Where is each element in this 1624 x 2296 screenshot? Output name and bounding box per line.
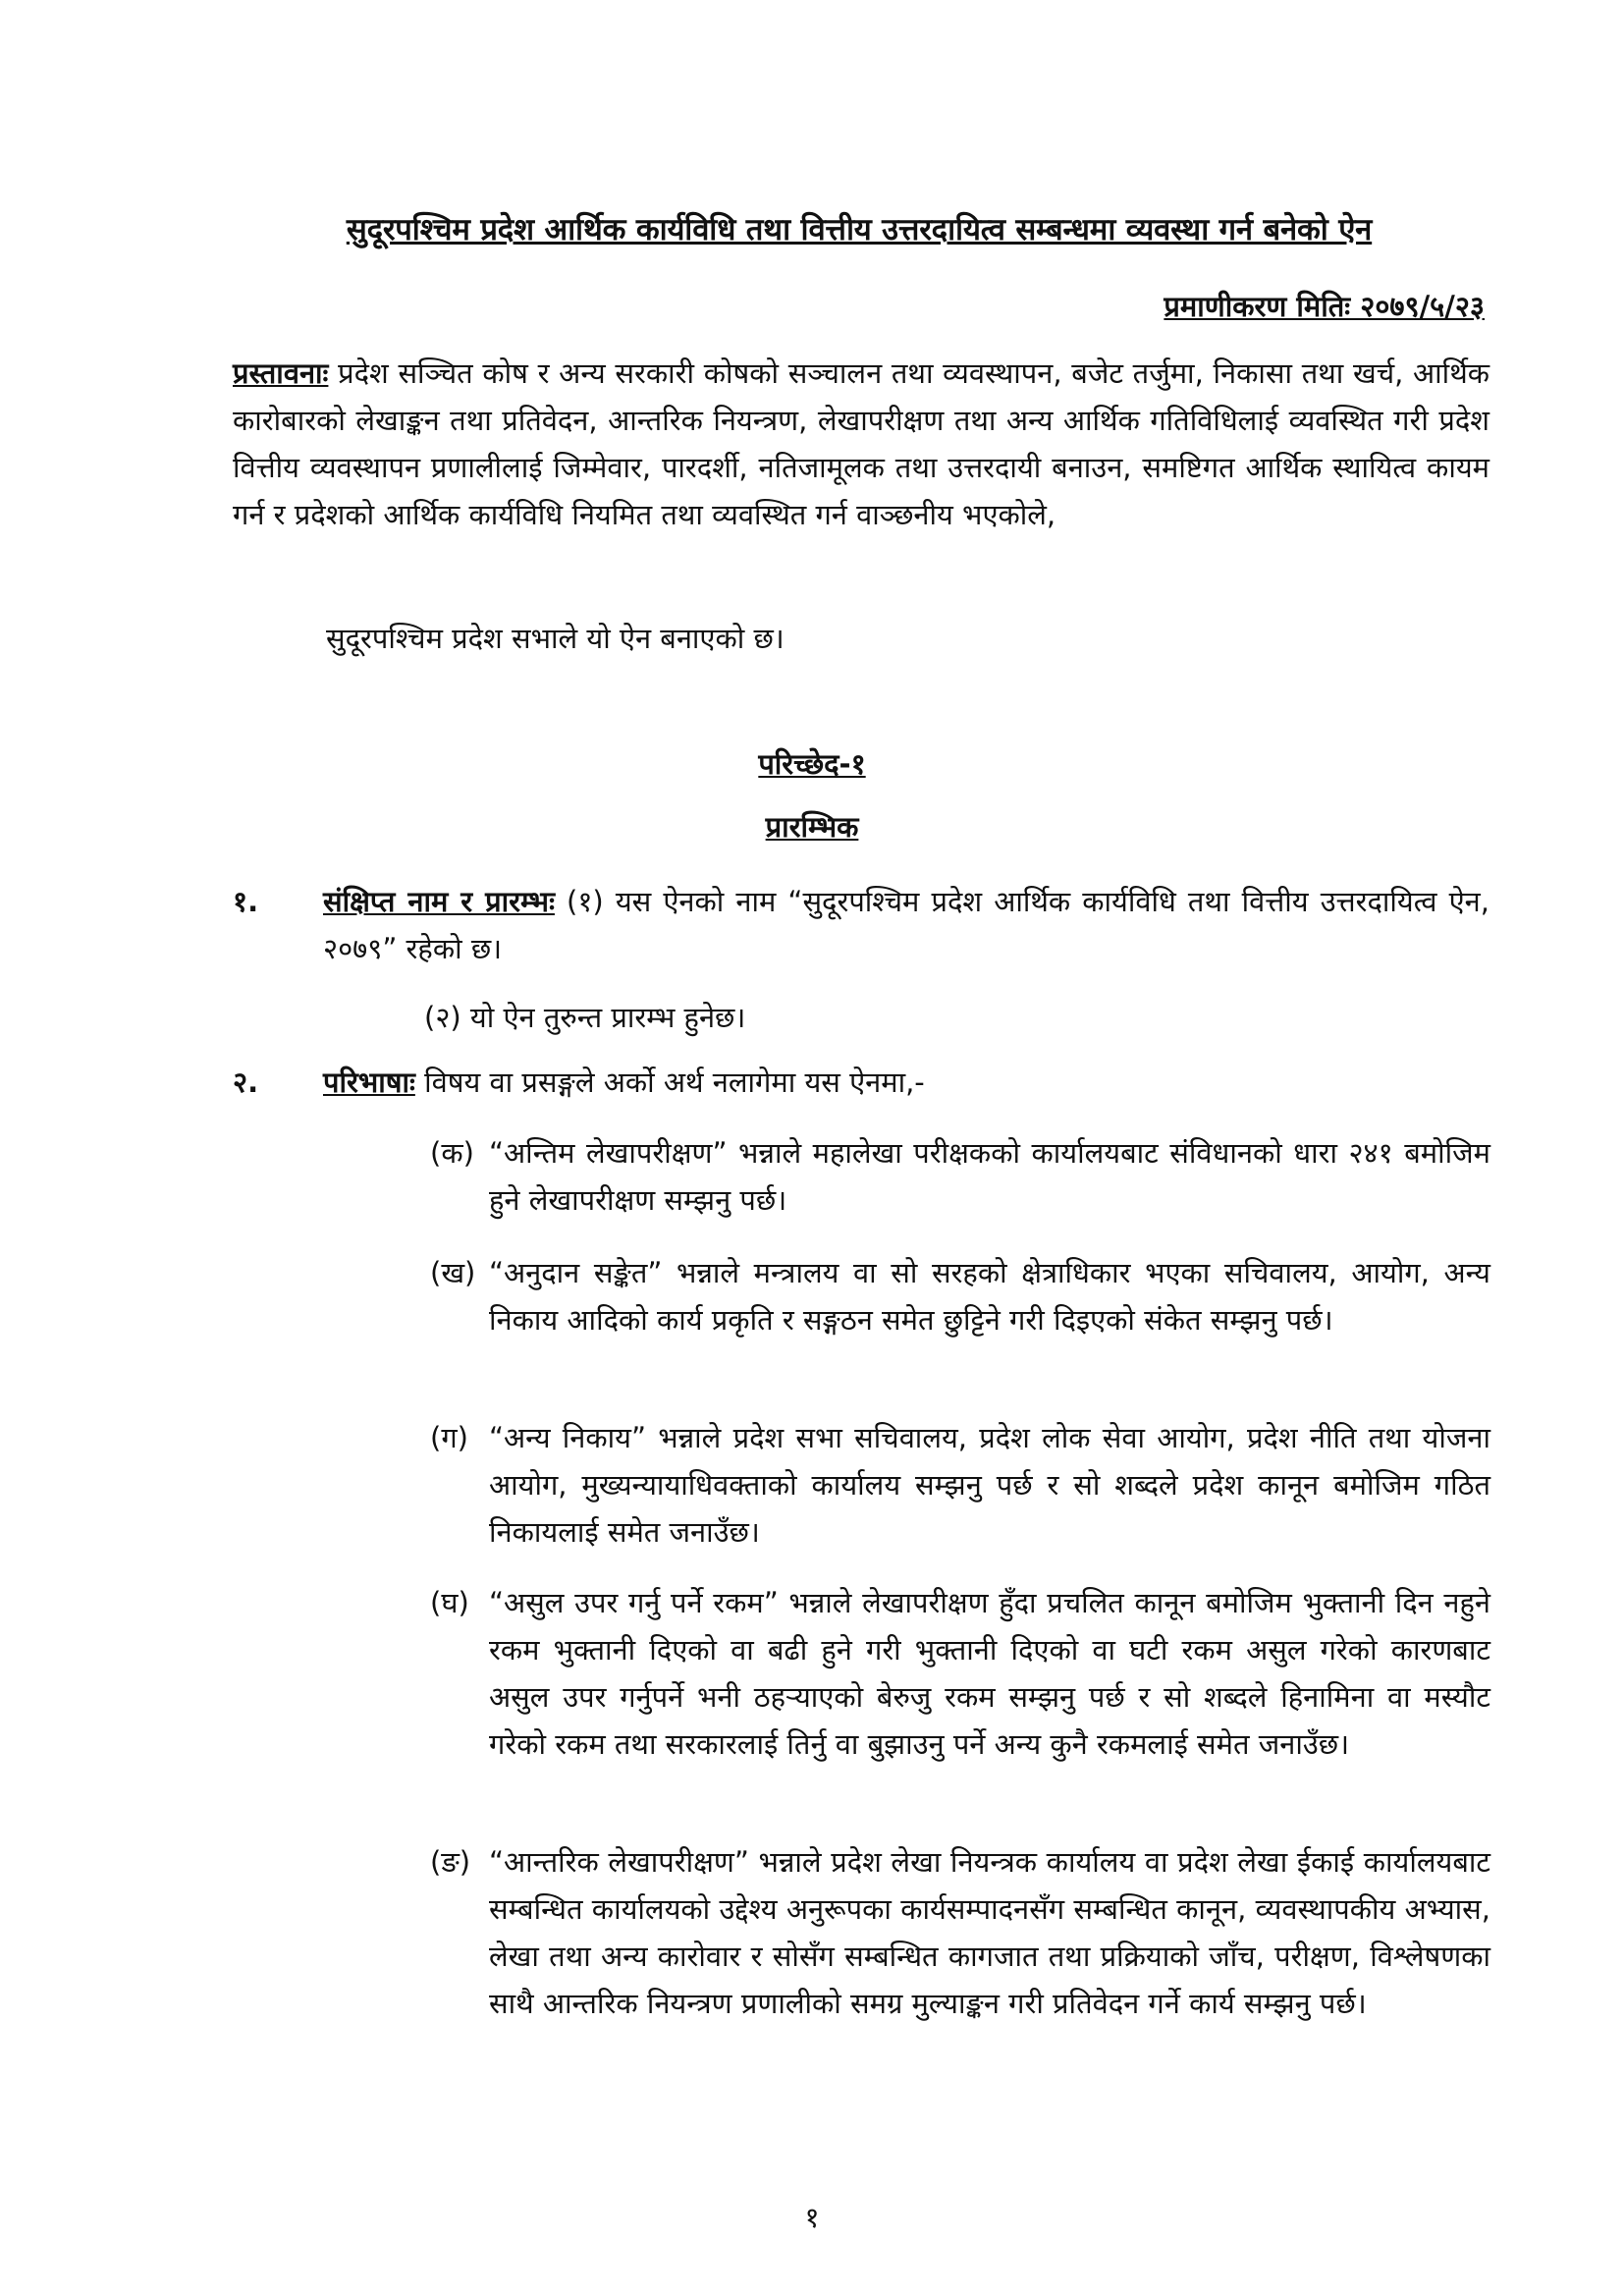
chapter-number: परिच्छेद-१ [758, 747, 866, 781]
clause-text: “अन्य निकाय” भन्नाले प्रदेश सभा सचिवालय, प्रदेश लोक सेवा आयोग, प्रदेश नीति तथा योजना आयोग, मुख्यन्यायाधिवक्ताको कार्यालय सम्झनु पर्छ र सो शब्दले प्रदेश कानून बमोजिम गठित निकायलाई समेत जनाउँछ। [489, 1421, 1490, 1549]
section-2-number: २. [233, 1066, 259, 1099]
clause-text: “असुल उपर गर्नु पर्ने रकम” भन्नाले लेखापरीक्षण हुँदा प्रचलित कानून बमोजिम भुक्तानी दिन नहुने रकम भुक्तानी दिएको वा बढी हुने गरी भुक्तानी दिएको वा घटी रकम असुल गरेको कारणबाट असुल उपर गर्नुपर्ने भनी ठहऱ्याएको बेरुजु रकम सम्झनु पर्छ र सो शब्दले हिनामिना वा मस्यौट गरेको रकम तथा सरकारलाई तिर्नु वा बुझाउनु पर्ने अन्य कुनै रकमलाई समेत जनाउँछ। [489, 1586, 1490, 1761]
chapter-name: प्रारम्भिक [765, 810, 859, 844]
clause-label: (ख) [430, 1256, 476, 1289]
section-2-text: विषय वा प्रसङ्गले अर्को अर्थ नलागेमा यस ऐनमा,- [414, 1066, 925, 1099]
clause-text: “अनुदान सङ्केत” भन्नाले मन्त्रालय वा सो सरहको क्षेत्राधिकार भएका सचिवालय, आयोग, अन्य निकाय आदिको कार्य प्रकृति र सङ्गठन समेत छुट्टिने गरी दिइएको संकेत सम्झनु पर्छ। [489, 1256, 1490, 1337]
clause-nga [430, 1838, 1490, 2027]
clause-label: (क) [430, 1136, 474, 1170]
act-title: सुदूरपश्चिम प्रदेश आर्थिक कार्यविधि तथा वित्तीय उत्तरदायित्व सम्बन्धमा व्यवस्था गर्न बनेको ऐन [346, 212, 1373, 247]
section-2 [233, 1059, 1489, 1106]
certification-date: प्रमाणीकरण मितिः २०७९/५/२३ [1164, 290, 1485, 323]
enactment-clause: सुदूरपश्चिम प्रदेश सभाले यो ऐन बनाएको छ। [326, 622, 785, 655]
clause-ka [430, 1129, 1490, 1224]
clause-kha [430, 1249, 1490, 1343]
page-number: १ [804, 2201, 820, 2234]
section-2-heading: परिभाषाः [323, 1066, 415, 1099]
clause-gha [430, 1579, 1490, 1768]
clause-text: “आन्तरिक लेखापरीक्षण” भन्नाले प्रदेश लेखा नियन्त्रक कार्यालय वा प्रदेश लेखा ईकाई कार्यालयबाट सम्बन्धित कार्यालयको उद्देश्य अनुरूपका कार्यसम्पादनसँग सम्बन्धित कानून, व्यवस्थापकीय अभ्यास, लेखा तथा अन्य कारोवार र सोसँग सम्बन्धित कागजात तथा प्रक्रियाको जाँच, परीक्षण, विश्लेषणका साथै आन्तरिक नियन्त्रण प्रणालीको समग्र मुल्याङ्कन गरी प्रतिवेदन गर्ने कार्य सम्झनु पर्छ। [489, 1845, 1490, 2020]
section-1-text: (१) यस ऐनको नाम “सुदूरपश्चिम प्रदेश आर्थिक कार्यविधि तथा वित्तीय उत्तरदायित्व ऐन, २०७९” रहेको छ। [323, 885, 1489, 965]
clause-label: (ग) [430, 1421, 468, 1454]
clause-label: (ङ) [430, 1845, 471, 1879]
preamble-text: प्रदेश सञ्चित कोष र अन्य सरकारी कोषको सञ्चालन तथा व्यवस्थापन, बजेट तर्जुमा, निकासा तथा खर्च, आर्थिक कारोबारको लेखाङ्कन तथा प्रतिवेदन, आन्तरिक नियन्त्रण, लेखापरीक्षण तथा अन्य आर्थिक गतिविधिलाई व्यवस्थित गरी प्रदेश वित्तीय व्यवस्थापन प्रणालीलाई जिम्मेवार, पारदर्शी, नतिजामूलक तथा उत्तरदायी बनाउन, समष्टिगत आर्थिक स्थायित्व कायम गर्न र प्रदेशको आर्थिक कार्यविधि नियमित तथा व्यवस्थित गर्न वाञ्छनीय भएकोले, [233, 356, 1489, 531]
preamble [233, 350, 1489, 538]
clause-ga [430, 1414, 1490, 1556]
section-1-subsection-2: (२) यो ऐन तुरुन्त प्रारम्भ हुनेछ। [424, 1001, 746, 1034]
section-1-heading: संक्षिप्त नाम र प्रारम्भः [323, 885, 555, 918]
preamble-label: प्रस्तावनाः [233, 356, 329, 390]
clause-text: “अन्तिम लेखापरीक्षण” भन्नाले महालेखा परीक्षकको कार्यालयबाट संविधानको धारा २४१ बमोजिम हुने लेखापरीक्षण सम्झनु पर्छ। [489, 1136, 1490, 1217]
section-1 [233, 878, 1489, 972]
section-1-number: १. [233, 885, 259, 918]
clause-label: (घ) [430, 1586, 469, 1619]
